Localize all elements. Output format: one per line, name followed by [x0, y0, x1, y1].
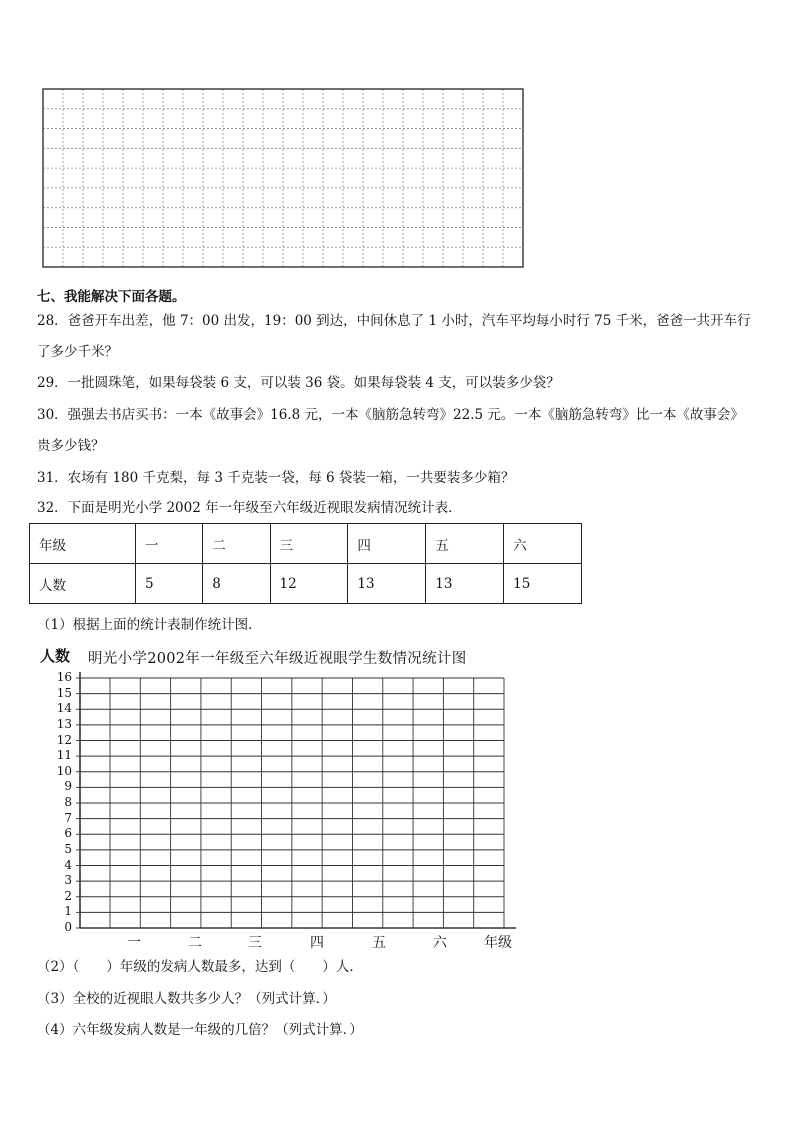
question-30-line2: 贵多少钱？ [37, 438, 105, 454]
x-category-label: 四 [310, 935, 324, 951]
table-count-cell: 13 [348, 564, 426, 604]
x-category-label: 一 [127, 935, 141, 951]
y-tick-label: 1 [64, 904, 72, 919]
y-tick-label: 3 [64, 873, 72, 888]
y-tick-label: 0 [64, 920, 72, 934]
y-tick-label: 15 [56, 685, 72, 700]
y-tick-label: 16 [56, 670, 72, 684]
y-tick-label: 11 [56, 748, 72, 763]
y-tick-label: 7 [64, 810, 72, 825]
question-29: 29．一批圆珠笔，如果每袋装 6 支，可以装 36 袋。如果每袋装 4 支，可以装多少袋？ [37, 375, 560, 391]
chart-title: 明光小学2002年一年级至六年级近视眼学生数情况统计图 [88, 651, 467, 667]
question-28-line1: 28．爸爸开车出差，他 7：00 出发，19：00 到达，中间休息了 1 小时，汽车平均每小时行 75 千米，爸爸一共开车行 [37, 313, 751, 329]
x-category-label: 六 [433, 935, 447, 951]
question-32-intro: 32．下面是明光小学 2002 年一年级至六年级近视眼发病情况统计表． [37, 500, 462, 516]
chart-ylabel: 人数 [40, 647, 71, 665]
table-grade-cell: 六 [504, 524, 582, 564]
y-tick-label: 9 [64, 779, 72, 794]
table-grade-cell: 二 [203, 524, 270, 564]
y-tick-label: 10 [56, 763, 72, 778]
table-grade-cell: 五 [426, 524, 504, 564]
x-category-label: 五 [372, 935, 386, 951]
y-tick-label: 6 [64, 826, 72, 841]
section-title: 七、我能解决下面各题。 [37, 289, 186, 305]
table-count-cell: 5 [135, 564, 202, 604]
table-header-row [30, 524, 582, 564]
table-count-row [30, 564, 582, 604]
table-row-label: 人数 [30, 564, 136, 604]
stats-table [29, 523, 582, 604]
table-grade-cell: 一 [135, 524, 202, 564]
y-tick-label: 8 [64, 795, 72, 809]
chart-grid [76, 670, 516, 932]
table-count-cell: 15 [504, 564, 582, 604]
table-count-cell: 12 [270, 564, 348, 604]
y-tick-label: 14 [56, 701, 72, 716]
y-tick-label: 2 [64, 888, 72, 903]
question-30-line1: 30．强强去书店买书：一本《故事会》16.8 元，一本《脑筋急转弯》22.5 元。一本《脑筋急转弯》比一本《故事会》 [37, 407, 744, 423]
table-count-cell: 13 [426, 564, 504, 604]
writing-grid [42, 88, 525, 269]
table-grade-cell: 四 [348, 524, 426, 564]
y-tick-label: 5 [64, 841, 72, 856]
x-category-label: 三 [248, 935, 262, 951]
subquestion-3: （3）全校的近视眼人数共多少人？（列式计算．） [37, 991, 336, 1007]
question-31: 31．农场有 180 千克梨，每 3 千克装一袋，每 6 袋装一箱，一共要装多少箱？ [37, 470, 515, 486]
table-grade-cell: 三 [270, 524, 348, 564]
subquestion-2: （2）（ ）年级的发病人数最多，达到（ ）人． [37, 959, 363, 975]
x-category-label: 二 [188, 935, 202, 951]
y-tick-label: 13 [56, 716, 72, 731]
table-count-cell: 8 [203, 564, 270, 604]
question-28-line2: 了多少千米？ [37, 344, 118, 360]
subquestion-1: （1）根据上面的统计表制作统计图． [37, 617, 262, 633]
table-header-label: 年级 [30, 524, 136, 564]
chart-xlabel: 年级 [484, 935, 512, 951]
subquestion-4: （4）六年级发病人数是一年级的几倍？（列式计算．） [37, 1022, 363, 1038]
y-tick-label: 4 [64, 857, 72, 872]
y-tick-label: 12 [56, 732, 72, 747]
